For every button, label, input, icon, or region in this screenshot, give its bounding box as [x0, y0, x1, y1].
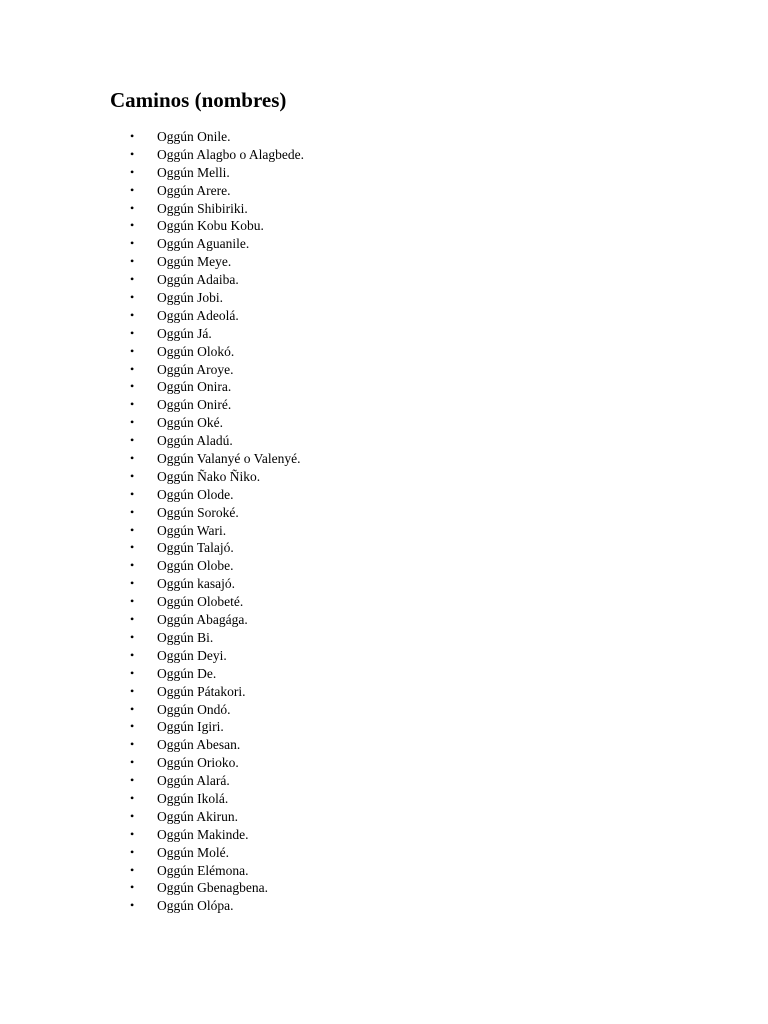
list-item-text: Oggún Aguanile. — [157, 236, 250, 252]
list-item — [0, 468, 768, 486]
list-item-text: Oggún Shibiriki. — [157, 200, 248, 216]
bullet-icon: • — [130, 164, 135, 179]
list-item — [0, 557, 768, 575]
bullet-icon: • — [130, 647, 135, 662]
list-item-text: Oggún Olode. — [157, 486, 234, 502]
bullet-icon: • — [130, 719, 135, 734]
list-item-text: Oggún Olópa. — [157, 898, 234, 914]
list-item — [0, 343, 768, 361]
list-item-text: Oggún Ñako Ñiko. — [157, 468, 261, 484]
list-item-text: Oggún Elémona. — [157, 862, 249, 878]
bullet-icon: • — [130, 325, 135, 340]
list-item — [0, 164, 768, 182]
list-item — [0, 200, 768, 218]
list-item-text: Oggún Bi. — [157, 629, 214, 645]
list-item-text: Oggún Meye. — [157, 254, 232, 270]
list-item-text: Oggún Melli. — [157, 164, 230, 180]
list-item-text: Oggún Ikolá. — [157, 790, 229, 806]
list-item-text: Oggún Oké. — [157, 415, 223, 431]
bullet-icon: • — [130, 361, 135, 376]
list-item-text: Oggún kasajó. — [157, 576, 235, 592]
list-item — [0, 504, 768, 522]
bullet-icon: • — [130, 468, 135, 483]
list-item — [0, 844, 768, 862]
list-item — [0, 790, 768, 808]
list-item-text: Oggún Pátakori. — [157, 683, 246, 699]
list-item — [0, 289, 768, 307]
bullet-icon: • — [130, 486, 135, 501]
list-item-text: Oggún Makinde. — [157, 826, 249, 842]
bullet-icon: • — [130, 683, 135, 698]
list-item-text: Oggún Deyi. — [157, 647, 227, 663]
bullet-icon: • — [130, 397, 135, 412]
bullet-icon: • — [130, 343, 135, 358]
list-item-text: Oggún De. — [157, 665, 217, 681]
list-item-text: Oggún Olobeté. — [157, 594, 244, 610]
list-item — [0, 414, 768, 432]
bullet-icon: • — [130, 379, 135, 394]
bullet-icon: • — [130, 576, 135, 591]
bullet-icon: • — [130, 755, 135, 770]
list-item-text: Oggún Gbenagbena. — [157, 880, 268, 896]
list-item — [0, 432, 768, 450]
list-item — [0, 486, 768, 504]
bullet-icon: • — [130, 826, 135, 841]
names-bullet-list — [0, 128, 768, 915]
list-item — [0, 182, 768, 200]
bullet-icon: • — [130, 594, 135, 609]
list-item — [0, 826, 768, 844]
list-item-text: Oggún Ondó. — [157, 701, 231, 717]
list-item-text: Oggún Alagbo o Alagbede. — [157, 146, 304, 162]
bullet-icon: • — [130, 522, 135, 537]
bullet-icon: • — [130, 558, 135, 573]
list-item-text: Oggún Jobi. — [157, 290, 224, 306]
list-item-text: Oggún Orioko. — [157, 755, 239, 771]
list-item — [0, 361, 768, 379]
bullet-icon: • — [130, 129, 135, 143]
list-item — [0, 629, 768, 647]
bullet-icon: • — [130, 773, 135, 788]
bullet-icon: • — [130, 272, 135, 287]
bullet-icon: • — [130, 182, 135, 197]
list-item-text: Oggún Akirun. — [157, 808, 238, 824]
list-item — [0, 879, 768, 897]
list-item-text: Oggún Valanyé o Valenyé. — [157, 451, 301, 467]
list-item-text: Oggún Wari. — [157, 522, 227, 538]
list-item — [0, 808, 768, 826]
bullet-icon: • — [130, 307, 135, 322]
list-item-text: Oggún Aroye. — [157, 361, 234, 377]
list-item — [0, 235, 768, 253]
list-item-text: Oggún Kobu Kobu. — [157, 218, 264, 234]
list-item-text: Oggún Olokó. — [157, 343, 235, 359]
list-item-text: Oggún Oniré. — [157, 397, 232, 413]
list-item-text: Oggún Adaiba. — [157, 272, 239, 288]
bullet-icon: • — [130, 200, 135, 215]
list-item — [0, 522, 768, 540]
list-item — [0, 647, 768, 665]
bullet-icon: • — [130, 146, 135, 161]
list-item — [0, 128, 768, 146]
bullet-icon: • — [130, 433, 135, 448]
list-item — [0, 539, 768, 557]
bullet-icon: • — [130, 665, 135, 680]
list-item-text: Oggún Alará. — [157, 773, 230, 789]
list-item — [0, 683, 768, 701]
list-item — [0, 611, 768, 629]
bullet-icon: • — [130, 862, 135, 877]
bullet-icon: • — [130, 701, 135, 716]
list-item — [0, 593, 768, 611]
bullet-icon: • — [130, 612, 135, 627]
list-item-text: Oggún Talajó. — [157, 540, 234, 556]
bullet-icon: • — [130, 290, 135, 305]
list-item — [0, 217, 768, 235]
list-item-text: Oggún Adeolá. — [157, 307, 239, 323]
list-item — [0, 701, 768, 719]
list-item — [0, 772, 768, 790]
list-item — [0, 862, 768, 880]
list-item — [0, 897, 768, 915]
bullet-icon: • — [130, 737, 135, 752]
bullet-icon: • — [130, 880, 135, 895]
list-item-text: Oggún Abagága. — [157, 612, 248, 628]
bullet-icon: • — [130, 790, 135, 805]
list-item — [0, 271, 768, 289]
bullet-icon: • — [130, 808, 135, 823]
bullet-icon: • — [130, 218, 135, 233]
list-item-text: Oggún Arere. — [157, 182, 231, 198]
list-item — [0, 378, 768, 396]
list-item-text: Oggún Já. — [157, 325, 212, 341]
list-item — [0, 307, 768, 325]
bullet-icon: • — [130, 629, 135, 644]
list-item — [0, 146, 768, 164]
bullet-icon: • — [130, 504, 135, 519]
list-item — [0, 325, 768, 343]
list-item — [0, 396, 768, 414]
list-item — [0, 665, 768, 683]
section-heading: Caminos (nombres) — [110, 88, 287, 112]
list-item — [0, 736, 768, 754]
list-item-text: Oggún Onile. — [157, 129, 231, 144]
list-item-text: Oggún Molé. — [157, 844, 229, 860]
bullet-icon: • — [130, 540, 135, 555]
list-item — [0, 575, 768, 593]
bullet-icon: • — [130, 451, 135, 466]
list-item — [0, 253, 768, 271]
list-item-text: Oggún Abesan. — [157, 737, 241, 753]
list-item — [0, 754, 768, 772]
list-item-text: Oggún Onira. — [157, 379, 232, 395]
bullet-icon: • — [130, 415, 135, 430]
bullet-icon: • — [130, 844, 135, 859]
list-item-text: Oggún Olobe. — [157, 558, 234, 574]
list-item-text: Oggún Igiri. — [157, 719, 224, 735]
list-item — [0, 450, 768, 468]
list-item-text: Oggún Aladú. — [157, 433, 233, 449]
bullet-icon: • — [130, 236, 135, 251]
bullet-icon: • — [130, 898, 135, 913]
list-item — [0, 718, 768, 736]
list-item-text: Oggún Soroké. — [157, 504, 239, 520]
bullet-icon: • — [130, 254, 135, 269]
